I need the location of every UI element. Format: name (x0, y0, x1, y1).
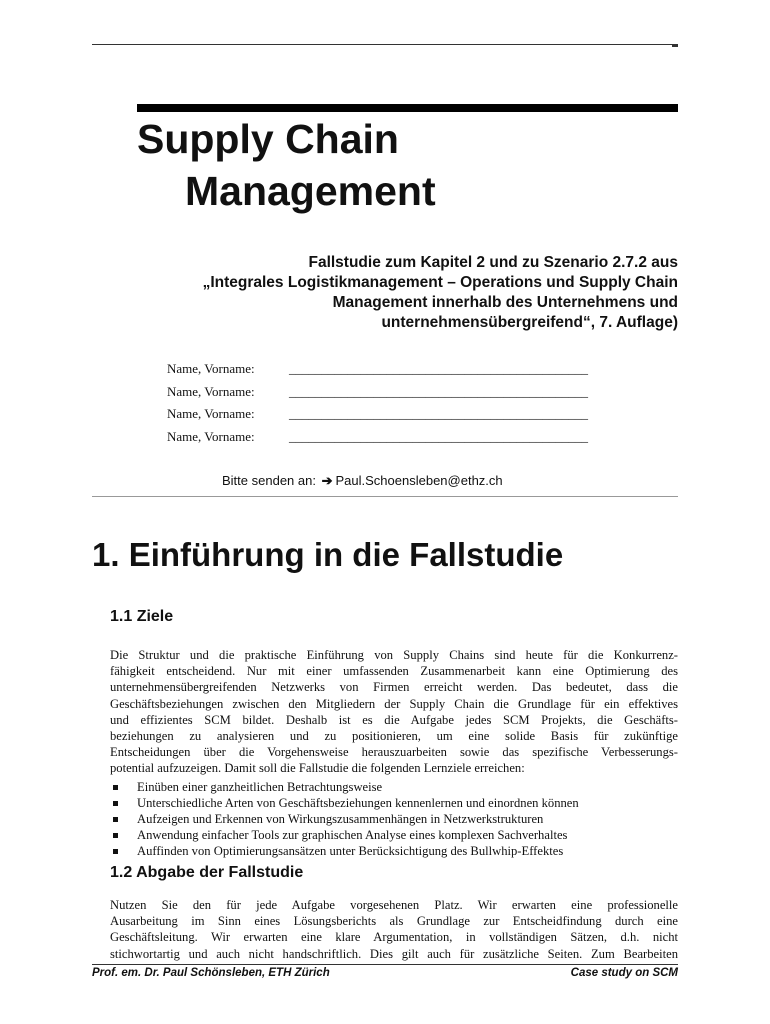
paragraph-line: unternehmensübergreifenden Netzwerks von Firmen erreicht werden. Das bedeutet, dass die (110, 680, 678, 695)
list-item (110, 827, 678, 843)
learning-goals-list (110, 779, 678, 859)
name-field-row (167, 384, 588, 400)
name-field-row (167, 361, 588, 377)
paragraph-line: Entscheidungen über die Vorgehensweise herauszuarbeiten sowie das spezifische Verbesserungs- (110, 745, 678, 760)
subtitle-line: unternehmensübergreifend“, 7. Auflage) (381, 314, 678, 331)
bullet-square-icon (113, 833, 118, 838)
section-heading-abgabe: 1.2 Abgabe der Fallstudie (110, 864, 304, 881)
paragraph-line: beziehungen zu analysieren und zu positionieren, um eine solide Basis für zukünftige (110, 729, 678, 744)
subtitle-line: Management innerhalb des Unternehmens und (332, 294, 678, 311)
paragraph-line: Nutzen Sie den für jede Aufgabe vorgesehenen Platz. Wir erwarten eine professionelle (110, 898, 678, 912)
paragraph-line: Ausarbeitung im Sinn eines Lösungsberichts als Grundlage zur Entscheidfindung durch eine (110, 914, 678, 929)
bullet-square-icon (113, 817, 118, 822)
footer-title: Case study on SCM (570, 967, 678, 979)
document-title-line2: Management (185, 168, 436, 214)
bullet-square-icon (113, 785, 118, 790)
paragraph-line: stichwortartig und auch nicht handschriftlich. Dies gilt auch für zusätzliche Seiten. Zum Bearbeiten (110, 946, 678, 961)
name-field-row (167, 406, 588, 422)
section-divider (92, 496, 678, 497)
document-title-line1: Supply Chain (137, 116, 399, 162)
paragraph-line: potential aufzuzeigen. Damit soll die Fallstudie die folgenden Lernziele erreichen: (110, 761, 525, 776)
list-item-text: Auffinden von Optimierungsansätzen unter Berücksichtigung des Bullwhip-Effektes (137, 844, 564, 858)
header-rule (92, 44, 678, 45)
footer-rule (92, 964, 678, 965)
name-label: Name, Vorname: (167, 361, 255, 376)
list-item (110, 779, 678, 795)
title-rule (137, 104, 678, 112)
send-label: Bitte senden an: (222, 473, 316, 488)
name-blank-line[interactable]: ______________________________________________ (289, 384, 588, 399)
list-item-text: Einüben einer ganzheitlichen Betrachtungsweise (137, 780, 383, 794)
paragraph-line: Geschäftsbeziehungen zwischen den Mitgliedern der Supply Chain die Grundlage für ein effektives (110, 696, 678, 711)
bullet-square-icon (113, 849, 118, 854)
name-blank-line[interactable]: ______________________________________________ (289, 361, 588, 376)
list-item-text: Anwendung einfacher Tools zur graphischen Analyse eines komplexen Sachverhaltes (137, 828, 568, 842)
paragraph-line: Die Struktur und die praktische Einführung von Supply Chains sind heute für die Konkurrenz- (110, 648, 678, 662)
name-label: Name, Vorname: (167, 384, 255, 399)
paragraph-line: Geschäftsleitung. Wir erwarten eine klare Argumentation, in vollständigen Sätzen, d.h. nicht (110, 930, 678, 945)
send-to-line (222, 473, 503, 489)
list-item (110, 843, 678, 859)
list-item (110, 795, 678, 811)
name-blank-line[interactable]: ______________________________________________ (289, 429, 588, 444)
paragraph-line: fähigkeit entscheidend. Nur mit einer umfassenden Zusammenarbeit kann eine Optimierung des (110, 664, 678, 679)
paragraph-line: und effizientes SCM bildet. Deshalb ist es die Aufgabe jedes SCM Projekts, die Geschäfts- (110, 712, 678, 727)
document-subtitle (78, 253, 678, 333)
footer-author: Prof. em. Dr. Paul Schönsleben, ETH Zürich (92, 967, 330, 979)
name-label: Name, Vorname: (167, 429, 255, 444)
paragraph-ziele (110, 647, 678, 777)
arrow-right-icon: ➔ (321, 473, 333, 488)
name-label: Name, Vorname: (167, 406, 255, 421)
chapter-heading: 1. Einführung in die Fallstudie (92, 536, 564, 573)
list-item-text: Unterschiedliche Arten von Geschäftsbeziehungen kennenlernen und einordnen können (137, 796, 579, 810)
paragraph-abgabe (110, 897, 678, 962)
email-link[interactable]: Paul.Schoensleben@ethz.ch (335, 473, 503, 488)
section-heading-ziele: 1.1 Ziele (110, 608, 174, 625)
header-rule-mark (672, 45, 678, 47)
bullet-square-icon (113, 801, 118, 806)
list-item-text: Aufzeigen und Erkennen von Wirkungszusammenhängen in Netzwerkstrukturen (137, 812, 544, 826)
subtitle-line: „Integrales Logistikmanagement – Operations und Supply Chain (202, 274, 678, 291)
name-blank-line[interactable]: ______________________________________________ (289, 406, 588, 421)
subtitle-line: Fallstudie zum Kapitel 2 und zu Szenario 2.7.2 aus (308, 254, 678, 271)
list-item (110, 811, 678, 827)
name-field-row (167, 429, 588, 445)
